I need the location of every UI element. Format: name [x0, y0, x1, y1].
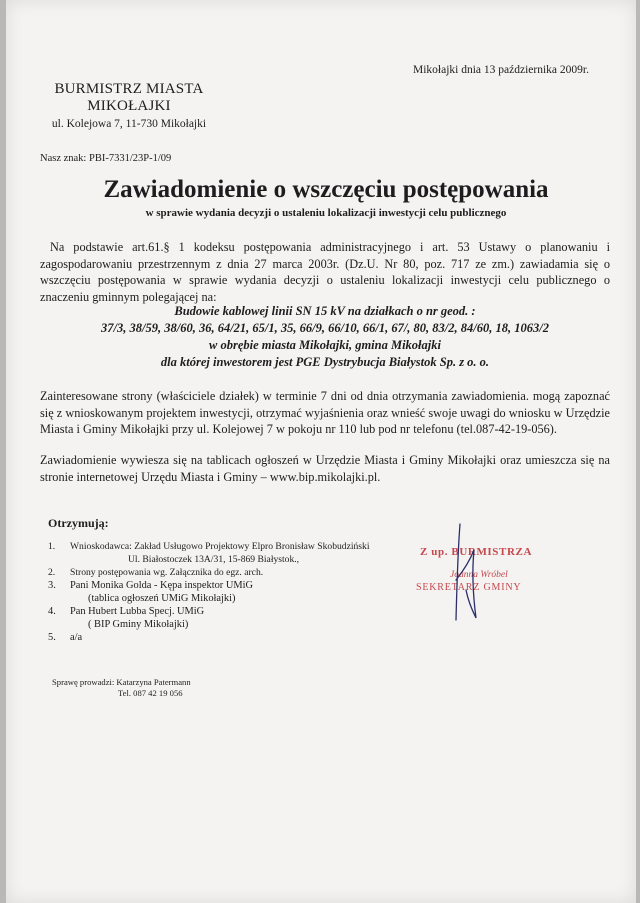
project-line-1: Budowie kablowej linii SN 15 kV na działkach o nr geod. : — [174, 304, 476, 318]
body-paragraph-legal-basis: Na podstawie art.61.§ 1 kodeksu postępowania administracyjnego i art. 53 Ustawy o planowaniu i zagospodarowaniu przestrzennym z dnia 27 marca 2003r. (Dz.U. Nr 80, poz. 717 ze zm.) zawiadamia się o wszczęciu postępowania w sprawie wydania decyzji o ustaleniu lokalizacji inwestycji celu publicznego o znaczeniu gminnym polegającej na: — [40, 240, 610, 304]
project-line-4: dla której inwestorem jest PGE Dystrybucja Białystok Sp. z o. o. — [160, 355, 490, 369]
list-item-subline: Ul. Białostoczek 13A/31, 15-869 Białystok., — [128, 554, 300, 565]
sender-name-line2: MIKOŁAJKI — [87, 98, 171, 114]
recipients-list — [48, 540, 370, 644]
list-item: 3. Pani Monika Golda - Kępa inspektor UMiG — [48, 580, 253, 591]
prepared-by-name: Sprawę prowadzi: Katarzyna Patermann — [52, 677, 191, 687]
document-page — [6, 0, 636, 903]
sender-address: ul. Kolejowa 7, 11-730 Mikołajki — [51, 118, 207, 130]
project-line-2: 37/3, 38/59, 38/60, 36, 64/21, 65/1, 35, 66/9, 66/10, 66/1, 67/, 80, 83/2, 84/60, 18, 1063/2 — [101, 321, 549, 335]
prepared-by-phone: Tel. 087 42 19 056 — [118, 688, 183, 698]
document-title: Zawiadomienie o wszczęciu postępowania — [103, 176, 549, 203]
list-item: 2. Strony postępowania wg. Załącznika do egz. arch. — [48, 567, 264, 578]
list-item: 4. Pan Hubert Lubba Specj. UMiG — [48, 606, 205, 617]
list-item: 1. Wnioskodawca: Zakład Usługowo Projektowy Elpro Bronisław Skobudziński — [48, 541, 370, 552]
project-line-3: w obrębie miasta Mikołajki, gmina Mikołajki — [209, 338, 441, 352]
list-item: 5. a/a — [48, 632, 83, 643]
body-paragraph-parties: Zainteresowane strony (właściciele działek) w terminie 7 dni od dnia otrzymania zawiadomienia. mogą zapoznać się z wnioskowanym projektem inwestycji, otrzymać wyjaśnienia oraz wnieść swoje uwagi do wniosku w Urzędzie Miasta i Gminy Mikołajki przy ul. Kolejowej 7 w pokoju nr 110 lub pod nr telefonu (tel.087-42-19-056). — [40, 389, 610, 437]
list-item-subline: (tablica ogłoszeń UMiG Mikołajki) — [88, 593, 236, 604]
list-item-subline: ( BIP Gminy Mikołajki) — [88, 619, 189, 630]
reference-number: Nasz znak: PBI-7331/23P-1/09 — [40, 153, 172, 164]
stamp-line-2: Joanna Wróbel — [450, 570, 508, 580]
body-paragraph-publication: Zawiadomienie wywiesza się na tablicach ogłoszeń w Urzędzie Miasta i Gminy Mikołajki oraz umieszcza się na stronie internetowej Urzędu Miasta i Gminy – www.bip.mikolajki.pl. — [40, 453, 610, 484]
recipients-heading: Otrzymują: — [48, 516, 109, 530]
signature-icon — [438, 520, 508, 630]
stamp-line-1: Z up. BURMISTRZA — [420, 546, 532, 558]
stamp-line-3: SEKRETARZ GMINY — [416, 582, 522, 593]
project-description — [40, 303, 610, 371]
document-subtitle: w sprawie wydania decyzji o ustaleniu lokalizacji inwestycji celu publicznego — [145, 207, 507, 219]
sender-name-line1: BURMISTRZ MIASTA — [54, 81, 204, 97]
sender-block — [36, 81, 222, 133]
document-date: Mikołajki dnia 13 października 2009r. — [413, 64, 589, 76]
prepared-by — [52, 677, 191, 699]
